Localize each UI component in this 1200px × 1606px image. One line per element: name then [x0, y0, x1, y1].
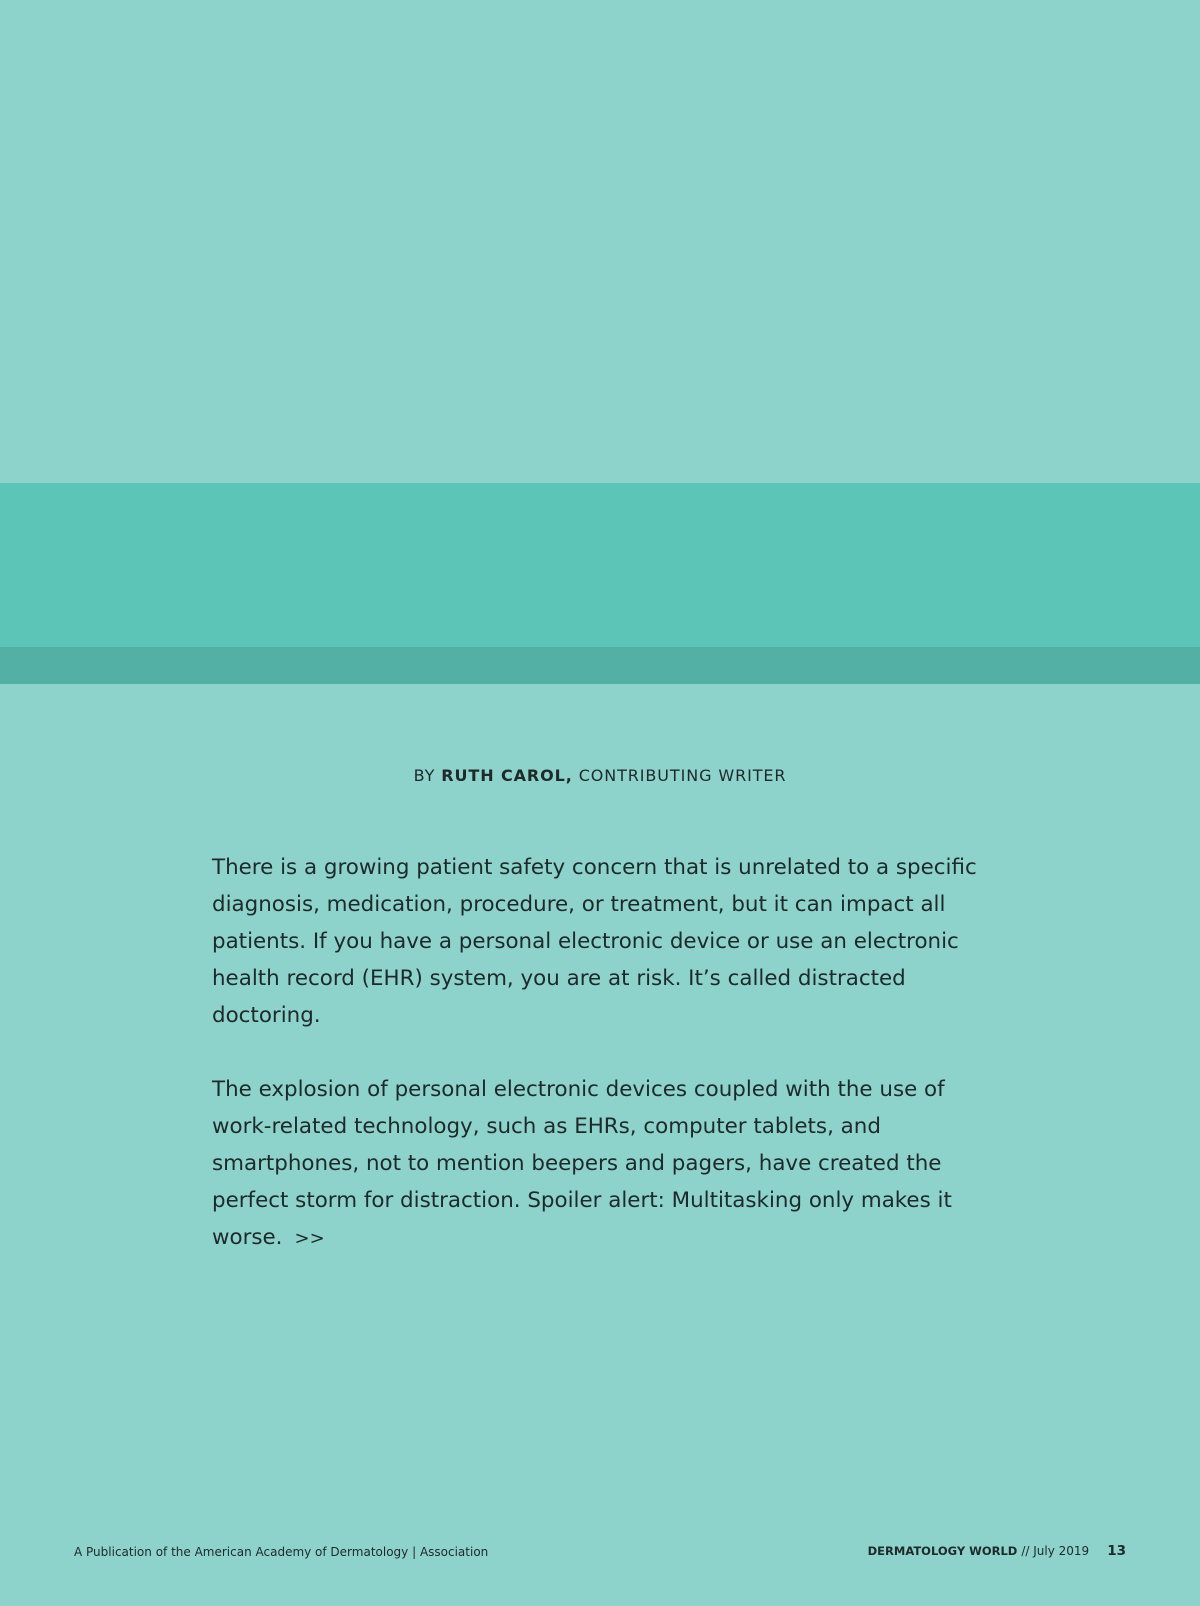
- article-paragraph: [212, 1071, 1002, 1257]
- paragraph-text: There is a growing patient safety concern that is unrelated to a specific diagnosis, medication, procedure, or treatment, but it can impact all patients. If you have a personal electronic device or use an electronic health record (EHR) system, you are at risk. It’s called distracted doctoring.: [212, 855, 977, 1028]
- decorative-band-shadow: [0, 647, 1200, 684]
- magazine-name: DERMATOLOGY WORLD: [867, 1544, 1018, 1558]
- page-number: 13: [1107, 1543, 1126, 1559]
- article-paragraph: [212, 849, 1002, 1034]
- byline: [0, 766, 1200, 785]
- byline-prefix: BY: [413, 766, 436, 785]
- page-footer: [0, 1543, 1200, 1563]
- paragraph-text: The explosion of personal electronic devices coupled with the use of work-related technology, such as EHRs, computer tablets, and smartphones, not to mention beepers and pagers, have created the perfect storm for distraction. Spoiler alert: Multitasking only makes it worse.: [212, 1077, 952, 1250]
- author-name: RUTH CAROL,: [441, 766, 573, 785]
- issue-date: // July 2019: [1021, 1544, 1090, 1558]
- publication-note: A Publication of the American Academy of Dermatology | Association: [74, 1545, 489, 1559]
- folio: [868, 1543, 1126, 1559]
- continue-arrow-icon: >>: [294, 1228, 325, 1249]
- author-role: CONTRIBUTING WRITER: [578, 766, 787, 785]
- decorative-band: [0, 483, 1200, 647]
- article-intro: [212, 849, 1002, 1294]
